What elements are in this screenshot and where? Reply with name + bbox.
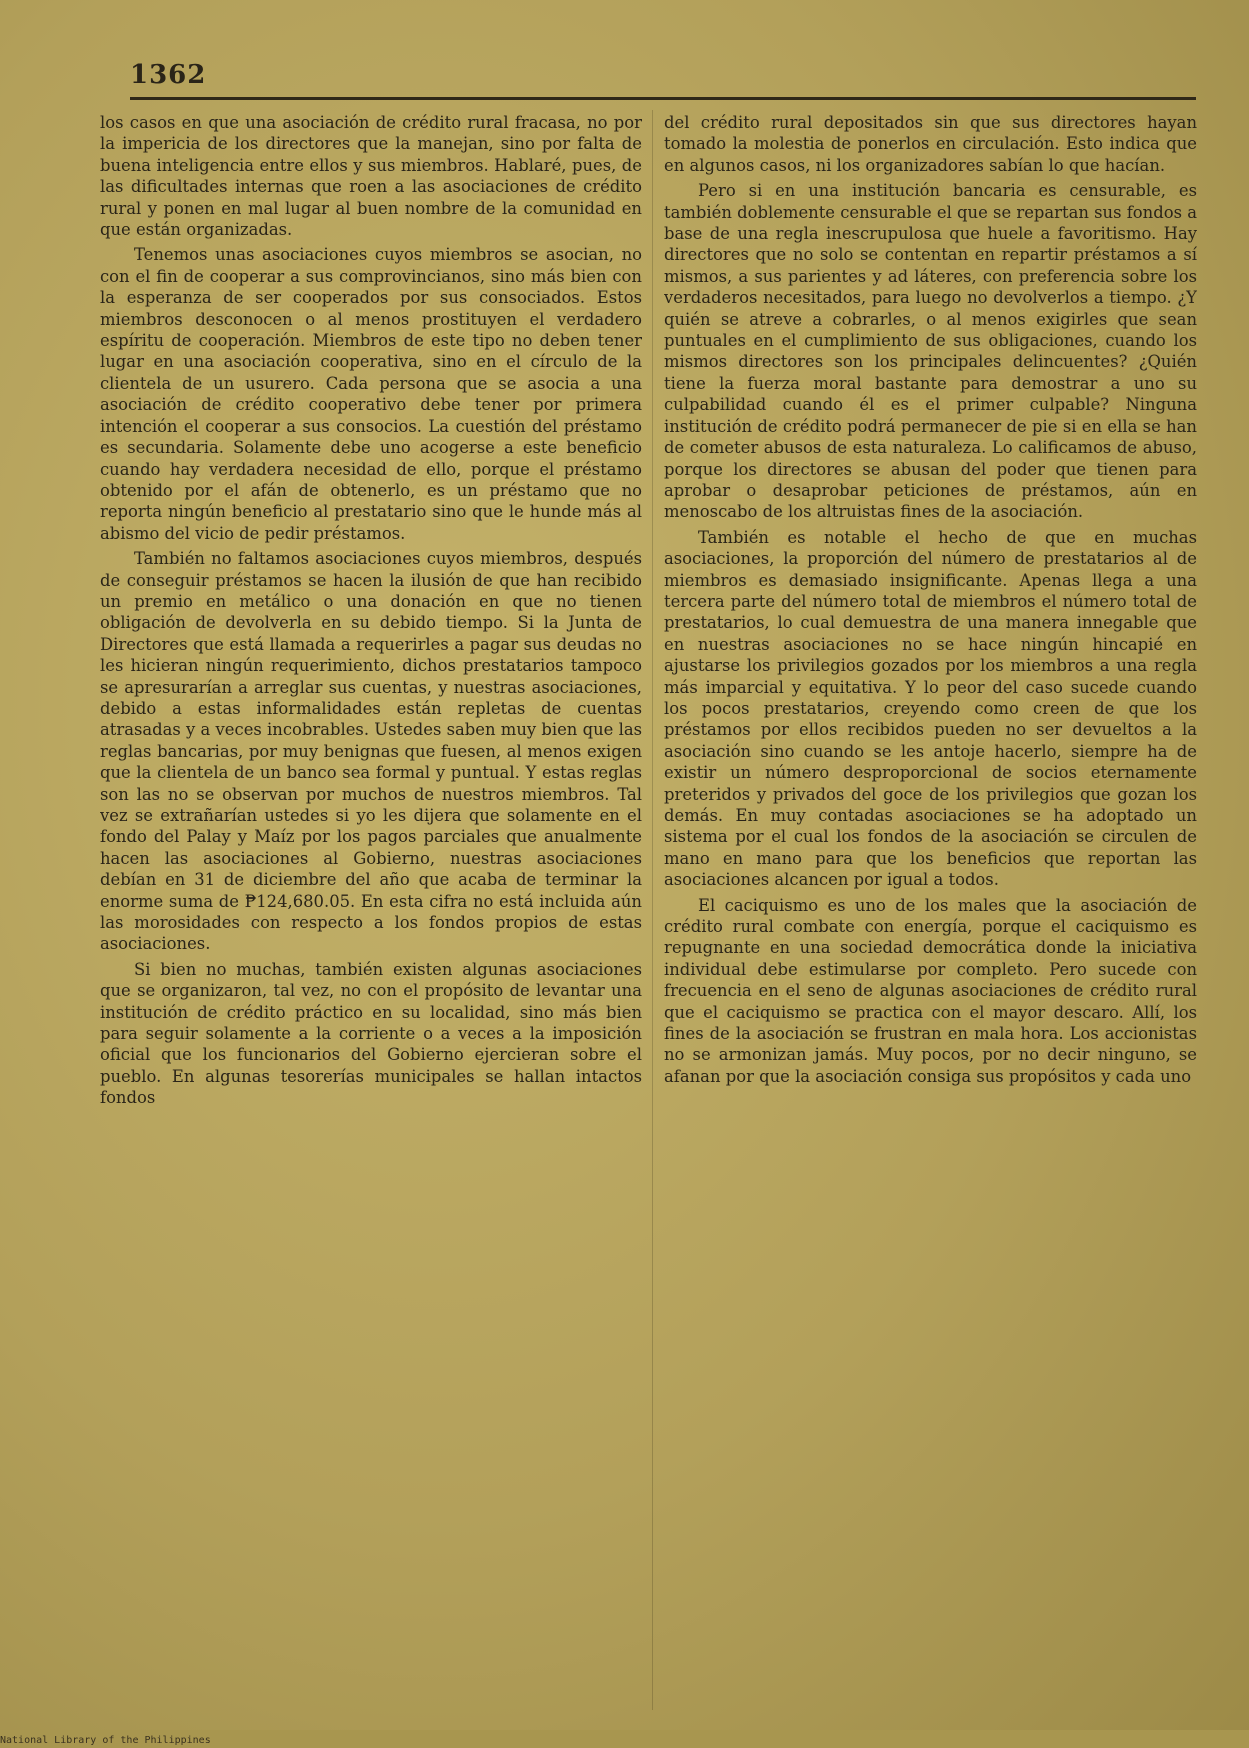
left-paragraph-1: los casos en que una asociación de crédito rural fracasa, no por la impericia de los directores que la manejan, sino por falta de buena inteligencia entre ellos y sus miembros. Hablaré, pues, de las dificultades internas que roen a las asociaciones de crédito rural y ponen en mal lugar al buen nombre de la comunidad en que están organizadas.	[100, 113, 642, 240]
left-paragraph-3: También no faltamos asociaciones cuyos miembros, después de conseguir préstamos se hacen la ilusión de que han recibido un premio en metálico o una donación en que no tienen obligación de devolverla en su debido tiempo. Si la Junta de Directores que está llamada a requerirles a pagar sus deudas no les hicieran ningún requerimiento, dichos prestatarios tampoco se apresurarían a arreglar sus cuentas, y nuestras asociaciones, debido a estas informalidades están repletas de cuentas atrasadas y a veces incobrables. Ustedes saben muy bien que las reglas bancarias, por muy benignas que fuesen, al menos exigen que la clientela de un banco sea formal y puntual. Y estas reglas son las no se observan por muchos de nuestros miembros. Tal vez se extrañarían ustedes si yo les dijera que solamente en el fondo del Palay y Maíz por los pagos parciales que anualmente hacen las asociaciones al Gobierno, nuestras asociaciones debían en 31 de diciembre del año que acaba de terminar la enorme suma de ₱124,680.05. En esta cifra no está incluida aún las morosidades con respecto a los fondos propios de estas asociaciones.	[100, 549, 642, 954]
left-paragraph-2: Tenemos unas asociaciones cuyos miembros se asocian, no con el fin de cooperar a sus comprovincianos, sino más bien con la esperanza de ser cooperados por sus consociados. Estos miembros desconocen o al menos prostituyen el verdadero espíritu de cooperación. Miembros de este tipo no deben tener lugar en una asociación cooperativa, sino en el círculo de la clientela de un usurero. Cada persona que se asocia a una asociación de crédito cooperativo debe tener por primera intención el cooperar a sus consocios. La cuestión del préstamo es secundaria. Solamente debe uno acogerse a este beneficio cuando hay verdadera necesidad de ello, porque el préstamo obtenido por el afán de obtenerlo, es un préstamo que no reporta ningún beneficio al prestatario sino que le hunde más al abismo del vicio de pedir préstamos.	[100, 245, 642, 543]
page-number: 1362	[130, 60, 207, 90]
left-column	[100, 112, 642, 1712]
header-rule	[130, 97, 1196, 100]
right-paragraph-3: También es notable el hecho de que en muchas asociaciones, la proporción del número de prestatarios al de miembros es demasiado insignificante. Apenas llega a una tercera parte del número total de miembros el número total de prestatarios, lo cual demuestra de una manera innegable que en nuestras asociaciones no se hace ningún hincapié en ajustarse los privilegios gozados por los miembros a una regla más imparcial y equitativa. Y lo peor del caso sucede cuando los pocos prestatarios, creyendo como creen de que los préstamos por ellos recibidos pueden no ser devueltos a la asociación sino cuando se les antoje hacerlo, siempre ha de existir un número desproporcional de socios eternamente preteridos y privados del goce de los privilegios que gozan los demás. En muy contadas asociaciones se ha adoptado un sistema por el cual los fondos de la asociación se circulen de mano en mano para que los beneficios que reportan las asociaciones alcancen por igual a todos.	[664, 527, 1197, 890]
left-paragraph-4: Si bien no muchas, también existen algunas asociaciones que se organizaron, tal vez, no con el propósito de levantar una institución de crédito práctico en su localidad, sino más bien para seguir solamente a la corriente o a veces a la imposición oficial que los funcionarios del Gobierno ejercieran sobre el pueblo. En algunas tesorerías municipales se hallan intactos fondos	[100, 959, 642, 1108]
right-paragraph-4: El caciquismo es uno de los males que la asociación de crédito rural combate con energía, porque el caciquismo es repugnante en una sociedad democrática donde la iniciativa individual debe estimularse por completo. Pero sucede con frecuencia en el seno de algunas asociaciones de crédito rural que el caciquismo se practica con el mayor descaro. Allí, los fines de la asociación se frustran en mala hora. Los accionistas no se armonizan jamás. Muy pocos, por no decir ninguno, se afanan por que la asociación consiga sus propósitos y cada uno	[664, 895, 1197, 1086]
footer-credit: National Library of the Philippines	[0, 1735, 211, 1746]
right-paragraph-1: del crédito rural depositados sin que sus directores hayan tomado la molestia de ponerlos en circulación. Esto indica que en algunos casos, ni los organizadores sabían lo que hacían.	[664, 113, 1197, 175]
column-divider	[652, 110, 653, 1710]
right-column	[664, 112, 1197, 1712]
right-paragraph-2: Pero si en una institución bancaria es censurable, es también doblemente censurable el que se repartan sus fondos a base de una regla inescrupulosa que huele a favoritismo. Hay directores que no solo se contentan en repartir préstamos a sí mismos, a sus parientes y ad láteres, con preferencia sobre los verdaderos necesitados, para luego no devolverlos a tiempo. ¿Y quién se atreve a cobrarles, o al menos exigirles que sean puntuales en el cumplimiento de sus obligaciones, cuando los mismos directores son los principales delincuentes? ¿Quién tiene la fuerza moral bastante para demostrar a uno su culpabilidad cuando él es el primer culpable? Ninguna institución de crédito podrá permanecer de pie si en ella se han de cometer abusos de esta naturaleza. Lo calificamos de abuso, porque los directores se abusan del poder que tienen para aprobar o desaprobar peticiones de préstamos, aún en menoscabo de los altruistas fines de la asociación.	[664, 181, 1197, 522]
